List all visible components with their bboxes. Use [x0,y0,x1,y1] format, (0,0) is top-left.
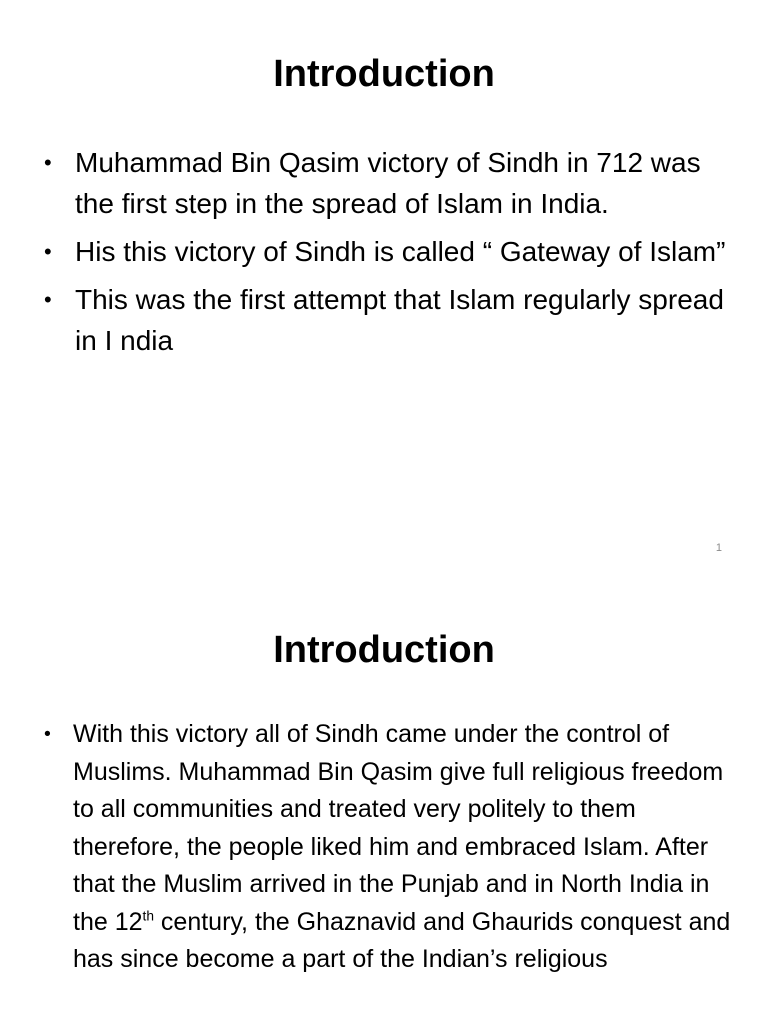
slide-title: Introduction [273,53,495,95]
bullet-marker-icon: • [44,723,51,745]
bullet-text-part: With this victory all of Sindh came under the control of Muslims. Muhammad Bin Qasim give full religious freedom to all communities and treated very politely to them therefore, the people liked him and embraced Islam. After that the Muslim arrived in the Punjab and in North India in the 12 [73,720,724,936]
bullet-text [73,720,730,973]
bullet-item [44,231,734,272]
bullet-text: His this victory of Sindh is called “ Gateway of Islam” [75,236,726,267]
bullet-item [44,142,734,224]
bullet-text: Muhammad Bin Qasim victory of Sindh in 712 was the first step in the spread of Islam in India. [75,147,701,219]
bullet-text-part: century, the Ghaznavid and Ghaurids conquest and has since become a part of the Indian’s religious [73,907,731,973]
slide-title: Introduction [273,629,495,671]
slide-2 [0,576,768,1024]
bullet-list [44,142,734,368]
ordinal-superscript: th [142,908,154,924]
bullet-list [44,716,734,986]
page-number: 1 [715,542,722,554]
bullet-marker-icon: • [44,287,52,312]
bullet-item [44,716,734,979]
bullet-item [44,279,734,361]
bullet-marker-icon: • [44,239,52,264]
bullet-text: This was the first attempt that Islam regularly spread in I ndia [75,284,724,356]
bullet-marker-icon: • [44,150,52,175]
